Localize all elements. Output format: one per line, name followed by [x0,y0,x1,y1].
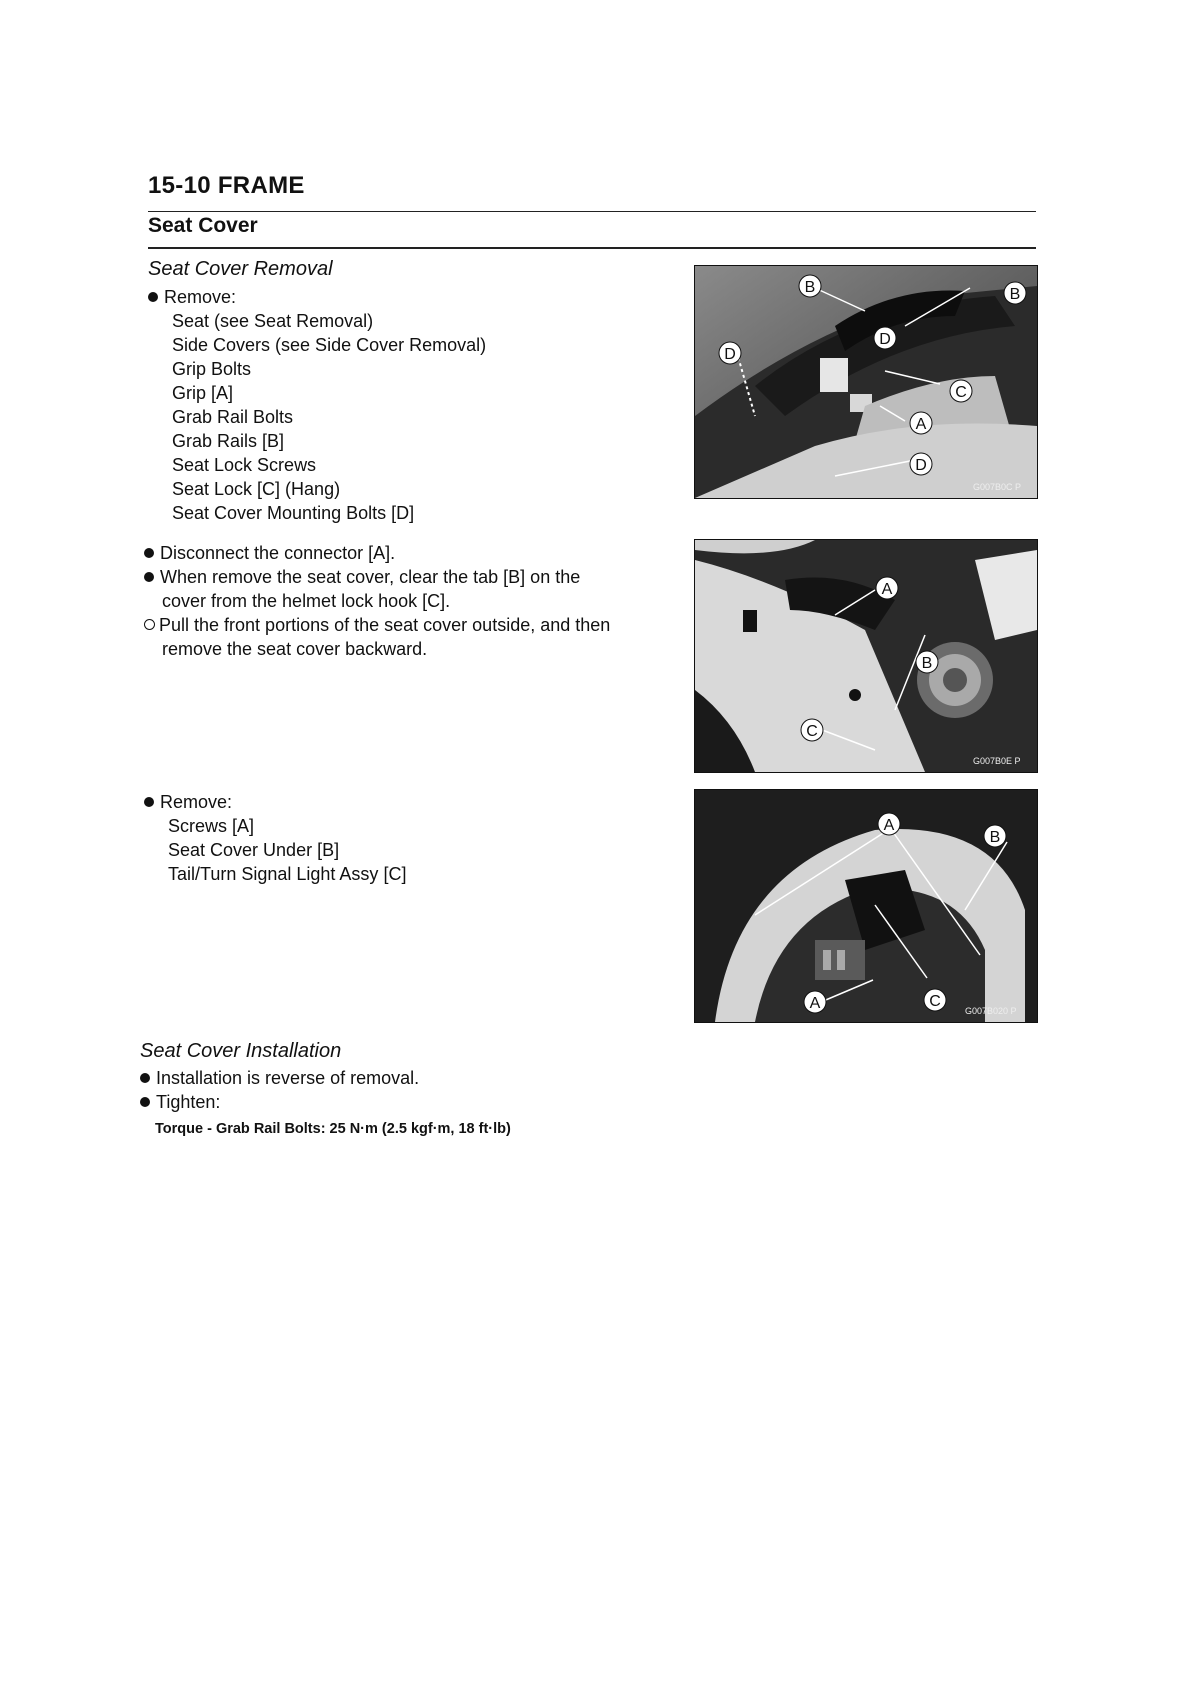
callout-label: C [929,993,941,1010]
callout-label: B [989,829,1001,846]
figure-seat-removal-photo [694,265,1038,499]
callout-label: B [921,655,933,672]
bullet-icon [148,292,158,302]
callout-label: B [804,279,816,296]
list-item: Screws [A] [168,816,255,836]
section-title: Seat Cover [148,214,258,237]
installation-bullet-tighten: Tighten: [140,1090,220,1114]
page-header-title: 15-10 FRAME [148,172,305,199]
photo-graphic [695,540,1037,772]
section-divider [148,247,1036,249]
bullet-icon [140,1073,150,1083]
bullet-text: Remove: [160,792,233,812]
callout-label: A [881,581,893,598]
bullet-remove-2 [144,790,232,814]
bullet-icon [140,1097,150,1107]
bullet-disconnect [144,541,395,565]
removal-subheading: Seat Cover Removal [148,258,333,280]
callout-label: D [724,346,736,363]
list-item: Grab Rail Bolts [172,407,294,427]
photo-graphic [695,266,1037,498]
figure-tail-light-photo [694,789,1038,1023]
bullet-text: Remove: [164,287,237,307]
torque-spec: Torque - Grab Rail Bolts: 25 N·m (2.5 kgf·m, 18 ft·lb) [155,1121,511,1137]
removal-bullet-remove [148,285,236,309]
bullet-text: Disconnect the connector [A]. [160,543,396,563]
note-circle-icon [144,619,155,630]
callout-label: A [915,416,927,433]
list-item: Side Covers (see Side Cover Removal) [172,335,487,355]
callout-label: D [915,457,927,474]
callout-label: C [955,384,967,401]
list-item: Seat Cover Mounting Bolts [D] [172,503,415,523]
callout-label: C [806,723,818,740]
list-item: Grip [A] [172,383,234,403]
callout-label: B [1009,286,1021,303]
installation-bullet-reverse: Installation is reverse of removal. [140,1066,419,1090]
figure-code: G007B0C P [973,482,1022,492]
callout-label: A [809,995,821,1012]
figure-connector-photo [694,539,1038,773]
callout-label: A [883,817,895,834]
installation-subheading: Seat Cover Installation [140,1040,342,1062]
header-divider [148,211,1036,212]
photo-graphic [695,790,1037,1022]
list-item: Grip Bolts [172,359,252,379]
list-item: Tail/Turn Signal Light Assy [C] [168,864,407,884]
list-item: Seat (see Seat Removal) [172,311,374,331]
figure-code: G007B0E P [973,756,1021,766]
bullet-icon [144,548,154,558]
figure-code: G007B020 P [965,1006,1017,1016]
removal-items-list [172,309,486,525]
list-item: Seat Lock [C] (Hang) [172,479,341,499]
list-item: Seat Lock Screws [172,455,317,475]
list-item: Grab Rails [B] [172,431,285,451]
note-pull-front: Pull the front portions of the seat cover outside, and then remove the seat cover backward. [144,613,676,661]
list-item: Seat Cover Under [B] [168,840,340,860]
callout-label: D [879,331,891,348]
bullet-icon [144,572,154,582]
bullet-clear-tab: When remove the seat cover, clear the tab [B] on the cover from the helmet lock hook [C]. [144,565,676,613]
removal-items-list-2 [168,814,406,886]
bullet-icon [144,797,154,807]
